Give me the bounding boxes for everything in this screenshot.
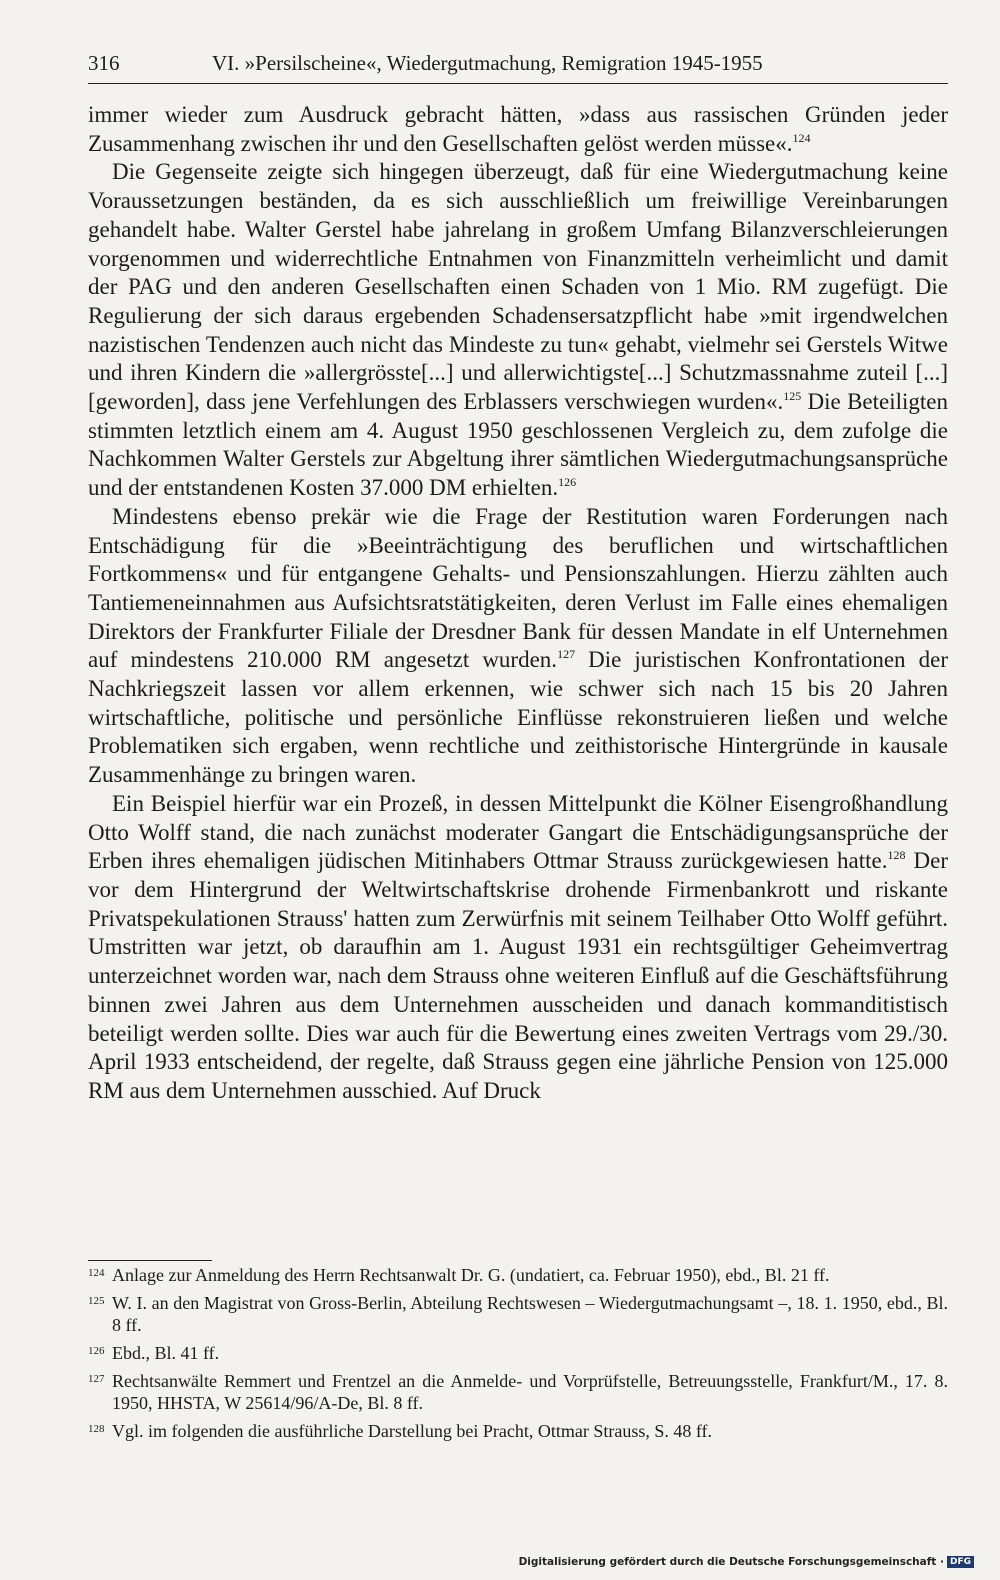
paragraph-text: Der vor dem Hintergrund der Weltwirtschaftskrise drohende Firmenbankrott und riskante Privatspekulationen Strauss' hatten zum Zerwürfnis mit seinem Teilhaber Otto Wolff geführt. Umstritten war jetzt, ob daraufhin am 1. August 1931 ein rechtsgültiger Geheimvertrag unterzeichnet worden war, nach dem Strauss ohne weiteren Einfluß auf die Geschäftsführung binnen zwei Jahren aus dem Unternehmen ausscheiden und danach kommanditistisch beteiligt werden sollte. Dies war auch für die Bewertung eines zweiten Vertrags vom 29./30. April 1933 entscheidend, der regelte, daß Strauss gegen eine jährliche Pension von 125.000 RM aus dem Unternehmen ausschied. Auf Druck xyxy=(88,848,949,1103)
footnote-ref-125: 125 xyxy=(783,389,802,404)
running-title: VI. »Persilscheine«, Wiedergutmachung, Remigration 1945-1955 xyxy=(212,51,763,75)
paragraph-text: immer wieder zum Ausdruck gebracht hätten, »dass aus rassischen Gründen jeder Zusammenhang zwischen ihr und den Gesellschaften gelöst werden müsse«. xyxy=(88,102,948,156)
footnote-mark: 126 xyxy=(88,1345,105,1357)
footnote-mark: 127 xyxy=(88,1373,105,1385)
footnote-ref-126: 126 xyxy=(558,475,577,490)
footnote xyxy=(88,1342,948,1364)
footnote xyxy=(88,1420,948,1442)
paragraph-text: Mindestens ebenso prekär wie die Frage der Restitution waren Forderungen nach Entschädigung für die »Beeinträchtigung des beruflichen und wirtschaftlichen Fortkommens« und für entgangene Gehalts- und Pensionszahlungen. Hierzu zählten auch Tantiemeneinnahmen aus Aufsichtsratstätigkeiten, deren Verlust im Falle eines ehemaligen Direktors der Frankfurter Filiale der Dresdner Bank für dessen Mandate in elf Unternehmen auf mindestens 210.000 RM angesetzt wurden. xyxy=(88,503,948,673)
paragraph-4 xyxy=(88,790,948,1106)
page-number: 316 xyxy=(88,51,120,75)
footnote-ref-124: 124 xyxy=(792,130,811,145)
footnote-mark: 125 xyxy=(88,1295,105,1307)
footnote-text: Vgl. im folgenden die ausführliche Darstellung bei Pracht, Ottmar Strauss, S. 48 ff. xyxy=(112,1421,713,1441)
footnote-text: Ebd., Bl. 41 ff. xyxy=(112,1343,220,1363)
footnote-rule xyxy=(88,1260,212,1261)
header-rule xyxy=(88,83,948,84)
credit-text: Digitalisierung gefördert durch die Deutsche Forschungsgemeinschaft xyxy=(518,1556,937,1568)
paragraph-text: Die juristischen Konfrontationen der Nachkriegszeit lassen vor allem erkennen, wie schwer sich nach 15 bis 20 Jahren wirtschaftliche, politische und persönliche Einflüsse rekonstruieren ließen und welche Problematiken sich ergaben, wenn rechtliche und zeithistorische Hintergründe in kausale Zusammenhänge zu bringen waren. xyxy=(88,647,948,788)
paragraph-text: Die Beteiligten stimmten letztlich einem am 4. August 1950 geschlossenen Vergleich zu, dem zufolge die Nachkommen Walter Gerstels zur Abgeltung ihrer sämtlichen Wiedergutmachungsansprüche und der entstandenen Kosten 37.000 DM erhielten. xyxy=(88,389,948,501)
paragraph-3 xyxy=(88,503,948,790)
footnote-mark: 124 xyxy=(88,1267,105,1279)
footnotes xyxy=(88,1264,948,1448)
footnote-ref-128: 128 xyxy=(887,848,906,863)
dfg-logo: DFG xyxy=(947,1556,974,1568)
footnote-text: Rechtsanwälte Remmert und Frentzel an die Anmelde- und Vorprüfstelle, Betreuungsstelle, Frankfurt/M., 17. 8. 1950, HHSTA, W 25614/96/A-De, Bl. 8 ff. xyxy=(112,1371,948,1413)
footnote xyxy=(88,1264,948,1286)
paragraph-text: Die Gegenseite zeigte sich hingegen überzeugt, daß für eine Wiedergutmachung keine Voraussetzungen beständen, da es sich ausschließlich um freiwillige Vereinbarungen gehandelt habe. Walter Gerstel habe jahrelang in großem Umfang Bilanzverschleierungen vorgenommen und widerrechtliche Entnahmen von Finanzmitteln verheimlicht und damit der PAG und den anderen Gesellschaften einen Schaden von 1 Mio. RM zugefügt. Die Regulierung der sich daraus ergebenden Schadensersatzpflicht habe »mit irgendwelchen nazistischen Tendenzen auch nicht das Mindeste zu tun« gehabt, vielmehr sei Gerstels Witwe und ihren Kindern die »allergrösste[...] und allerwichtigste[...] Schutzmassnahme zuteil [...] [geworden], dass jene Verfehlungen des Erblassers verschwiegen wurden«. xyxy=(88,159,948,415)
footnote-mark: 128 xyxy=(88,1423,105,1435)
main-text xyxy=(88,101,948,1106)
footnote-text: Anlage zur Anmeldung des Herrn Rechtsanwalt Dr. G. (undatiert, ca. Februar 1950), ebd., Bl. 21 ff. xyxy=(112,1265,830,1285)
footnote xyxy=(88,1292,948,1336)
footnote xyxy=(88,1370,948,1414)
footnote-text: W. I. an den Magistrat von Gross-Berlin, Abteilung Rechtswesen – Wiedergutmachungsamt –, 18. 1. 1950, ebd., Bl. 8 ff. xyxy=(112,1293,948,1335)
digitization-credit: Digitalisierung gefördert durch die Deutsche Forschungsgemeinschaft · DFG xyxy=(519,1556,974,1568)
footnote-ref-127: 127 xyxy=(557,647,576,662)
paragraph-2 xyxy=(88,158,948,502)
paragraph-1 xyxy=(88,101,948,158)
paragraph-text: Ein Beispiel hierfür war ein Prozeß, in dessen Mittelpunkt die Kölner Eisengroßhandlung Otto Wolff stand, die nach zunächst moderater Gangart die Entschädigungsansprüche der Erben ihres ehemaligen jüdischen Mitinhabers Ottmar Strauss zurückgewiesen hatte. xyxy=(88,790,948,874)
